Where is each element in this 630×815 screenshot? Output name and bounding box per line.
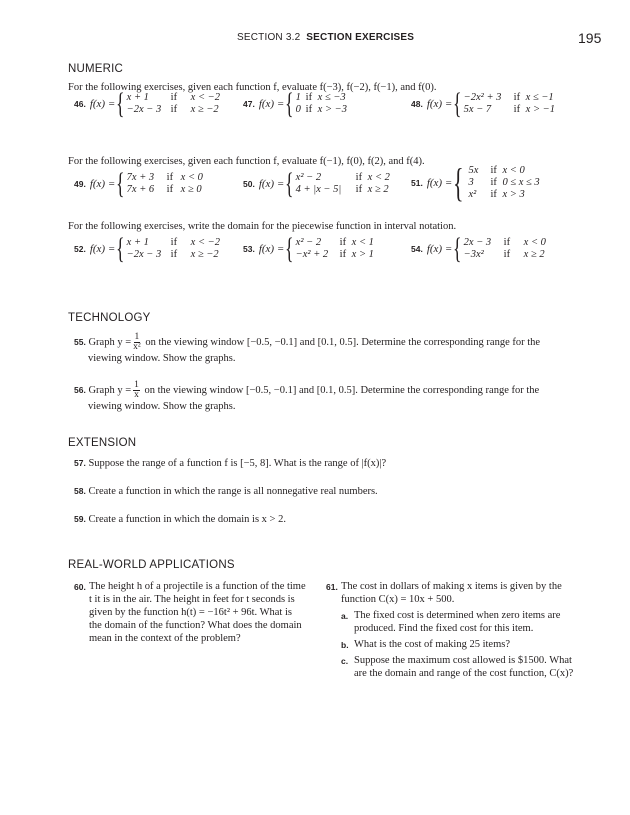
running-head bbox=[0, 31, 630, 51]
case-condition: x > 3 bbox=[502, 189, 525, 200]
part-label: a. bbox=[341, 611, 349, 621]
case-condition: x < 0 bbox=[180, 172, 203, 183]
left-brace-icon: { bbox=[285, 87, 294, 120]
case-condition: 0 ≤ x ≤ 3 bbox=[502, 177, 540, 188]
piecewise-cases bbox=[127, 172, 211, 196]
section-heading bbox=[237, 32, 414, 43]
exercise-text-line: the domain of the function? What does the domain bbox=[89, 620, 302, 631]
exercise-text-line: t it is in the air. The height in feet for t seconds is bbox=[89, 594, 295, 605]
case-if: if bbox=[166, 184, 174, 195]
left-brace-icon: { bbox=[116, 87, 125, 120]
part-text-line: Suppose the maximum cost allowed is $1500. What bbox=[354, 655, 572, 666]
fraction bbox=[133, 333, 141, 352]
case-condition: x ≤ −1 bbox=[525, 92, 554, 103]
exercise-number: 56. bbox=[74, 384, 86, 395]
fraction-denominator: x² bbox=[133, 342, 141, 352]
case-condition: x ≥ 2 bbox=[523, 249, 545, 260]
exercise-number: 46. bbox=[74, 99, 86, 109]
exercise-number: 54. bbox=[411, 244, 423, 254]
part-c bbox=[341, 654, 586, 680]
exercise-text-line: viewing window. Show the graphs. bbox=[88, 353, 236, 364]
piecewise-cases bbox=[127, 92, 231, 116]
case-condition: x > 1 bbox=[351, 249, 374, 260]
left-brace-icon: { bbox=[285, 167, 294, 200]
exercise-text: on the viewing window [−0.5, −0.1] and [0.1, 0.5]. Determine the corresponding range for the bbox=[144, 384, 540, 396]
numeric-instruction-3: For the following exercises, write the domain for the piecewise function in interval notation. bbox=[68, 221, 457, 232]
case-expression: −2x − 3 bbox=[126, 249, 162, 260]
part-text-line: are the domain and range of the cost function, C(x)? bbox=[354, 668, 574, 679]
case-expression: 0 bbox=[295, 104, 301, 115]
case-condition: x ≥ 2 bbox=[367, 184, 389, 195]
case-condition: x > −3 bbox=[317, 104, 348, 115]
fraction-numerator: 1 bbox=[134, 332, 140, 342]
case-expression: −2x − 3 bbox=[126, 104, 162, 115]
exercise-59 bbox=[74, 513, 286, 526]
case-expression: 4 + |x − 5| bbox=[295, 184, 342, 195]
case-if: if bbox=[355, 172, 363, 183]
case-expression: x + 1 bbox=[126, 237, 149, 248]
piecewise-cases bbox=[296, 92, 358, 116]
case-if: if bbox=[166, 172, 174, 183]
case-condition: x < 2 bbox=[367, 172, 390, 183]
function-label: f(x) = bbox=[258, 243, 285, 255]
exercise-number: 59. bbox=[74, 514, 86, 524]
case-expression: 3 bbox=[468, 177, 474, 188]
exercise-text: Create a function in which the range is all nonnegative real numbers. bbox=[88, 486, 378, 497]
case-condition: x < −2 bbox=[190, 92, 221, 103]
exercise-text-line: viewing window. Show the graphs. bbox=[88, 401, 236, 412]
exercise-number: 49. bbox=[74, 179, 86, 189]
exercise-number: 52. bbox=[74, 244, 86, 254]
function-label: f(x) = bbox=[89, 98, 116, 110]
exercise-text: on the viewing window [−0.5, −0.1] and [0.1, 0.5]. Determine the corresponding range for the bbox=[145, 336, 541, 348]
exercise-52 bbox=[74, 232, 231, 265]
exercise-57 bbox=[74, 457, 386, 470]
case-if: if bbox=[490, 165, 497, 176]
case-expression: 7x + 6 bbox=[126, 184, 155, 195]
function-label: f(x) = bbox=[258, 178, 285, 190]
case-if: if bbox=[490, 177, 497, 188]
exercise-text: Graph y = bbox=[88, 336, 132, 348]
part-a bbox=[341, 609, 586, 635]
case-expression: −2x² + 3 bbox=[463, 92, 502, 103]
exercise-53 bbox=[243, 232, 392, 265]
technology-heading: TECHNOLOGY bbox=[68, 312, 151, 324]
exercise-number: 58. bbox=[74, 486, 86, 496]
part-b bbox=[341, 638, 586, 651]
case-expression: 7x + 3 bbox=[126, 172, 155, 183]
exercise-46 bbox=[74, 87, 231, 120]
extension-heading: EXTENSION bbox=[68, 437, 137, 449]
exercise-number: 60. bbox=[74, 582, 86, 592]
case-if: if bbox=[170, 104, 178, 115]
fraction bbox=[133, 381, 140, 400]
exercise-text-line: given by the function h(t) = −16t² + 96t. What is bbox=[89, 607, 292, 618]
case-condition: x ≥ −2 bbox=[190, 249, 219, 260]
case-expression: 2x − 3 bbox=[463, 237, 492, 248]
piecewise-cases bbox=[468, 165, 552, 201]
case-if: if bbox=[513, 92, 521, 103]
exercise-text-line: function C(x) = 10x + 500. bbox=[341, 594, 455, 605]
function-label: f(x) = bbox=[89, 178, 116, 190]
left-brace-icon: { bbox=[453, 232, 462, 265]
case-condition: x ≥ 0 bbox=[180, 184, 202, 195]
part-text-line: produced. Find the fixed cost for this item. bbox=[354, 623, 534, 634]
exercise-number: 51. bbox=[411, 178, 423, 188]
numeric-instruction-1: For the following exercises, given each function f, evaluate f(−3), f(−2), f(−1), and f(0). bbox=[68, 82, 437, 93]
case-if: if bbox=[170, 237, 178, 248]
part-text-line: What is the cost of making 25 items? bbox=[354, 639, 511, 650]
piecewise-cases bbox=[127, 237, 231, 261]
exercise-56 bbox=[74, 381, 574, 413]
piecewise-cases bbox=[464, 92, 566, 116]
function-label: f(x) = bbox=[426, 98, 453, 110]
exercise-61 bbox=[326, 580, 586, 680]
case-if: if bbox=[503, 249, 511, 260]
case-if: if bbox=[339, 249, 347, 260]
numeric-heading: NUMERIC bbox=[68, 63, 124, 75]
function-label: f(x) = bbox=[426, 243, 453, 255]
case-if: if bbox=[339, 237, 347, 248]
exercise-text-line: mean in the context of the problem? bbox=[89, 633, 241, 644]
exercise-55 bbox=[74, 333, 574, 365]
case-expression: −3x² bbox=[463, 249, 484, 260]
left-brace-icon: { bbox=[453, 87, 462, 120]
case-if: if bbox=[355, 184, 363, 195]
numeric-instruction-2: For the following exercises, given each function f, evaluate f(−1), f(0), f(2), and f(4). bbox=[68, 156, 425, 167]
case-expression: x² bbox=[468, 189, 477, 200]
fraction-numerator: 1 bbox=[134, 380, 139, 390]
exercise-number: 48. bbox=[411, 99, 423, 109]
exercise-text-line: The cost in dollars of making x items is given by the bbox=[341, 581, 562, 592]
case-condition: x ≤ −3 bbox=[317, 92, 346, 103]
case-if: if bbox=[170, 92, 178, 103]
case-if: if bbox=[305, 104, 313, 115]
exercise-47 bbox=[243, 87, 358, 120]
exercise-text: Create a function in which the domain is x > 2. bbox=[88, 514, 286, 525]
case-condition: x < 0 bbox=[523, 237, 546, 248]
exercise-number: 47. bbox=[243, 99, 255, 109]
fraction-denominator: x bbox=[134, 390, 139, 400]
exercise-number: 55. bbox=[74, 336, 86, 347]
exercise-number: 57. bbox=[74, 458, 86, 468]
case-expression: 1 bbox=[295, 92, 301, 103]
function-label: f(x) = bbox=[426, 177, 453, 189]
case-if: if bbox=[490, 189, 497, 200]
case-condition: x < 0 bbox=[502, 165, 525, 176]
case-if: if bbox=[513, 104, 521, 115]
exercise-54 bbox=[411, 232, 560, 265]
exercise-number: 61. bbox=[326, 582, 338, 592]
part-label: c. bbox=[341, 656, 349, 666]
exercise-48 bbox=[411, 87, 566, 120]
left-brace-icon: { bbox=[285, 232, 294, 265]
case-condition: x < −2 bbox=[190, 237, 221, 248]
case-if: if bbox=[503, 237, 511, 248]
case-if: if bbox=[170, 249, 178, 260]
exercise-text: Suppose the range of a function f is [−5, 8]. What is the range of |f(x)|? bbox=[88, 458, 387, 469]
real-world-heading: REAL-WORLD APPLICATIONS bbox=[68, 559, 235, 571]
exercise-text: Graph y = bbox=[88, 384, 132, 396]
case-expression: 5x − 7 bbox=[463, 104, 492, 115]
exercise-58 bbox=[74, 485, 378, 498]
exercise-text-line: The height h of a projectile is a function of the time bbox=[89, 581, 306, 592]
exercise-50 bbox=[243, 167, 398, 200]
case-condition: x > −1 bbox=[525, 104, 556, 115]
exercise-number: 53. bbox=[243, 244, 255, 254]
case-if: if bbox=[305, 92, 313, 103]
left-brace-icon: { bbox=[453, 160, 464, 205]
page-number: 195 bbox=[578, 30, 602, 46]
part-text-line: The fixed cost is determined when zero items are bbox=[354, 610, 561, 621]
piecewise-cases bbox=[464, 237, 560, 261]
left-brace-icon: { bbox=[116, 167, 125, 200]
case-expression: x² − 2 bbox=[295, 172, 322, 183]
piecewise-cases bbox=[296, 172, 398, 196]
function-label: f(x) = bbox=[89, 243, 116, 255]
case-expression: x + 1 bbox=[126, 92, 149, 103]
piecewise-cases bbox=[296, 237, 392, 261]
case-expression: −x² + 2 bbox=[295, 249, 329, 260]
exercise-51 bbox=[411, 160, 552, 205]
case-expression: 5x bbox=[468, 165, 479, 176]
case-expression: x² − 2 bbox=[295, 237, 322, 248]
case-condition: x ≥ −2 bbox=[190, 104, 219, 115]
left-brace-icon: { bbox=[116, 232, 125, 265]
exercise-49 bbox=[74, 167, 211, 200]
part-label: b. bbox=[341, 640, 349, 650]
function-label: f(x) = bbox=[258, 98, 285, 110]
section-title: SECTION EXERCISES bbox=[306, 32, 415, 43]
section-prefix: SECTION 3.2 bbox=[237, 32, 301, 43]
exercise-number: 50. bbox=[243, 179, 255, 189]
exercise-60 bbox=[74, 580, 324, 645]
case-condition: x < 1 bbox=[351, 237, 374, 248]
